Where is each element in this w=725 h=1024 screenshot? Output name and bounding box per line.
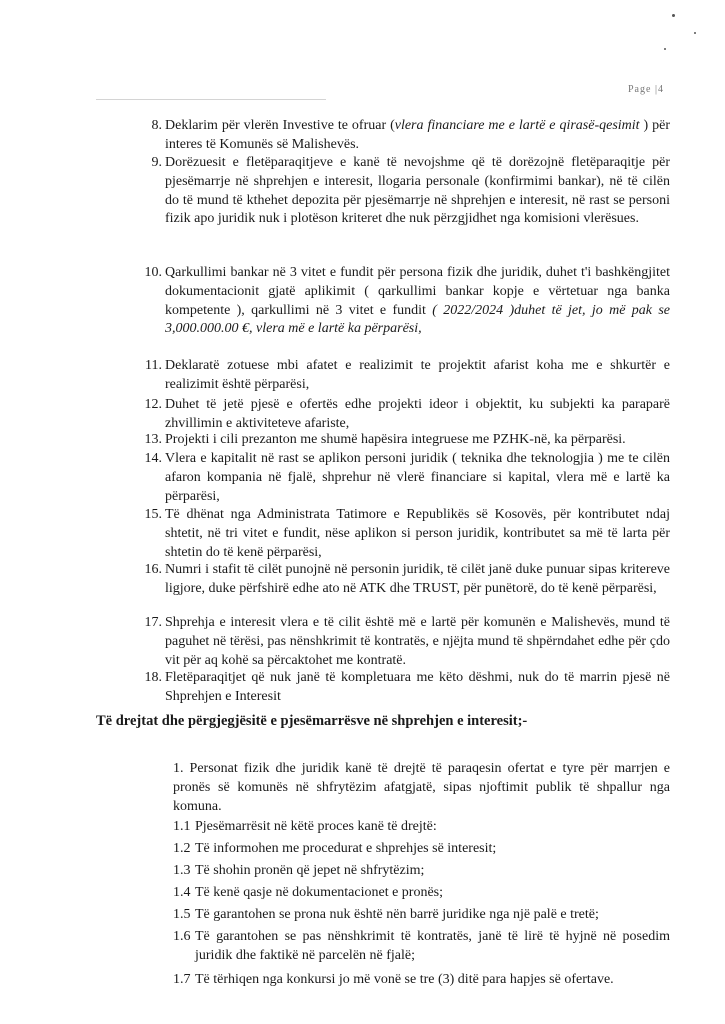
list-item: 1.3 Të shohin pronën që jepet në shfrytëzim; xyxy=(173,862,670,881)
scan-speck xyxy=(694,32,696,34)
item-number: 1.4 xyxy=(173,885,191,900)
header-rule xyxy=(96,99,326,100)
list-item: 1.5 Të garantohen se prona nuk është nën barrë juridike nga një palë e tretë; xyxy=(173,906,670,925)
list-item: 13. Projekti i cili prezanton me shumë hapësira integruese me PZHK-në, ka përparësi. xyxy=(165,431,670,450)
list-item: 1.1 Pjesëmarrësit në këtë proces kanë të drejtë: xyxy=(173,818,670,837)
list-item: 11. Deklaratë zotuese mbi afatet e realizimit te projektit afarist koha me e shkurtër e realizimit është përparësi, xyxy=(165,357,670,395)
item-number: 18. xyxy=(144,670,162,685)
item-number: 11. xyxy=(145,358,162,373)
scan-speck xyxy=(664,48,666,50)
list-item: 1.4 Të kenë qasje në dokumentacionet e pronës; xyxy=(173,884,670,903)
item-number: 17. xyxy=(144,615,162,630)
list-item: 10. Qarkullimi bankar në 3 vitet e fundit për persona fizik dhe juridik, duhet t'i bashkëngjitet dokumentacionit gjatë aplikimit ( qarkullimi bankar kopje e vërtetuar nga banka kompetente ), qarkullimi në 3 vitet e fundit ( 2022/2024 )duhet të jet, jo më pak se 3,000.000.00 €, vlera më e lartë ka përparësi, xyxy=(165,264,670,339)
list-item: 17. Shprehja e interesit vlera e të cilit është më e lartë për komunën e Malishevës, mund të paguhet në tërësi, pas nënshkrimit të kontratës, e njëjta mund të shpërndahet edhe për çdo vit për aq kohë sa përcaktohet me kontratë. xyxy=(165,614,670,670)
list-item: 18. Fletëparaqitjet që nuk janë të kompletuara me këto dëshmi, nuk do të marrin pjesë në Shprehjen e Interesit xyxy=(165,669,670,707)
scan-speck xyxy=(672,14,675,17)
list-item: 16. Numri i stafit të cilët punojnë në personin juridik, të cilët janë duke punuar sipas kritereve ligjore, duke përfshirë edhe ato në ATK dhe TRUST, për punëtorë, do të kenë përparësi, xyxy=(165,561,670,599)
item-number: 1.1 xyxy=(173,819,191,834)
item-number: 12. xyxy=(144,397,162,412)
list-item: 12. Duhet të jetë pjesë e ofertës edhe projekti ideor i objektit, ku subjekti ka paraparë zhvillimin e aktiviteteve afariste, xyxy=(165,396,670,434)
item-number: 1.5 xyxy=(173,907,191,922)
item-number: 1.2 xyxy=(173,841,191,856)
list-item: 1.7 Të tërhiqen nga konkursi jo më vonë se tre (3) ditë para hapjes së ofertave. xyxy=(173,971,670,990)
rights-paragraph: 1. Personat fizik dhe juridik kanë të drejtë të paraqesin ofertat e tyre për marrjen e pronës së komunës në shfrytëzim afatgjatë, sipas njoftimit publik të shpallur nga komuna. xyxy=(173,761,670,814)
item-number: 1.6 xyxy=(173,929,191,944)
list-item: 14. Vlera e kapitalit në rast se aplikon personi juridik ( teknika dhe teknologjia ) me te cilën afaron kompania në fjalë, shprehur në vlerë financiare si kapital, vlera më e lartë ka përparësi, xyxy=(165,450,670,506)
item-number: 9. xyxy=(151,155,162,170)
item-number: 13. xyxy=(144,432,162,447)
item-number: 15. xyxy=(144,507,162,522)
list-item: 9. Dorëzuesit e fletëparaqitjeve e kanë të nevojshme që të dorëzojnë fletëparaqitje për pjesëmarrje në shprehjen e interesit, llogaria personale (konfirmimi bankar), në të cilën do të mund të kthehet depozita për pjesëmarrje në shprehjen e interesit, në rast se personi fizik apo juridik nuk i plotëson kriteret dhe nuk përzgjidhet nga komisioni vlerësues. xyxy=(165,154,670,229)
item-number: 10. xyxy=(144,265,162,280)
item-number: 14. xyxy=(144,451,162,466)
list-item: 8. Deklarim për vlerën Investive te ofruar (vlera financiare me e lartë e qirasë-qesimit ) për interes të Komunës së Malishevës. xyxy=(165,117,670,155)
section-heading: Të drejtat dhe përgjegjësitë e pjesëmarrësve në shprehjen e interesit;- xyxy=(96,713,528,729)
item-number: 1.3 xyxy=(173,863,191,878)
item-number: 16. xyxy=(144,562,162,577)
list-item: 1.2 Të informohen me procedurat e shprehjes së interesit; xyxy=(173,840,670,859)
list-item: 1.6 Të garantohen se pas nënshkrimit të kontratës, janë të lirë të hyjnë në posedim juridik dhe faktikë në parcelën në fjalë; xyxy=(173,929,670,963)
item-number: 1.7 xyxy=(173,972,191,987)
item-number: 8. xyxy=(151,118,162,133)
list-item: 15. Të dhënat nga Administrata Tatimore e Republikës së Kosovës, për kontributet ndaj shtetit, në tri vitet e fundit, nëse aplikon si person juridik, kontributet sa më të larta për shtetin do të kenë përparësi, xyxy=(165,506,670,562)
page-number: Page |4 xyxy=(628,84,664,95)
